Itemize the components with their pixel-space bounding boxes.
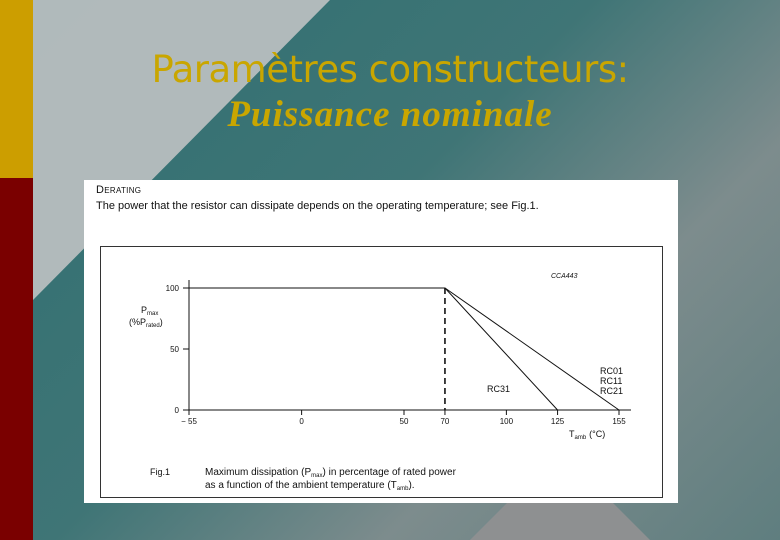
- datasheet-image: [84, 180, 678, 503]
- left-band-red: [0, 178, 33, 540]
- y-tick-label-0: 0: [174, 406, 179, 415]
- doc-heading: Derating: [96, 184, 142, 196]
- x-tick-label-3: 70: [440, 417, 450, 426]
- figure-frame: [100, 246, 663, 498]
- x-tick-label-5: 125: [550, 417, 565, 426]
- y-axis-label-line2: $(\%P_{rated})$: [129, 317, 163, 329]
- series-label-rc21: RC21: [600, 386, 624, 396]
- figure-caption-line2: as a function of the ambient temperature $(T_{amb})$.: [205, 480, 415, 492]
- derating-chart: [101, 247, 662, 497]
- y-tick-label-100: 100: [165, 284, 179, 293]
- slide-subtitle: Puissance nominale: [227, 94, 553, 135]
- doc-paragraph: The power that the resistor can dissipate depends on the operating temperature; see Fig.1.: [96, 200, 539, 212]
- series-label-rc01: RC01: [600, 366, 624, 376]
- x-tick-label-1: 0: [299, 417, 304, 426]
- y-axis-label-line1: $P_{max}$: [141, 305, 159, 317]
- x-tick-label-4: 100: [499, 417, 514, 426]
- x-tick-label-0: − 55: [181, 417, 197, 426]
- figure-label: Fig.1: [150, 467, 171, 477]
- y-tick-label-50: 50: [170, 345, 179, 354]
- x-axis-label: $T_{amb}$ (°C): [569, 429, 606, 441]
- x-tick-label-6: 155: [612, 417, 626, 426]
- series-label-rc11: RC11: [600, 376, 623, 386]
- series-line-1: [189, 288, 619, 410]
- chart-ticks: [166, 284, 627, 426]
- chart-lines: [189, 288, 619, 410]
- figure-caption-line1: Maximum dissipation $(P_{max})$ in percentage of rated power: [205, 467, 456, 479]
- slide-title: Paramètres constructeurs:: [151, 48, 629, 91]
- figure-code: CCA443: [551, 273, 578, 280]
- x-tick-label-2: 50: [399, 417, 409, 426]
- chart-axes: [189, 280, 631, 410]
- series-label-rc31: RC31: [487, 384, 511, 394]
